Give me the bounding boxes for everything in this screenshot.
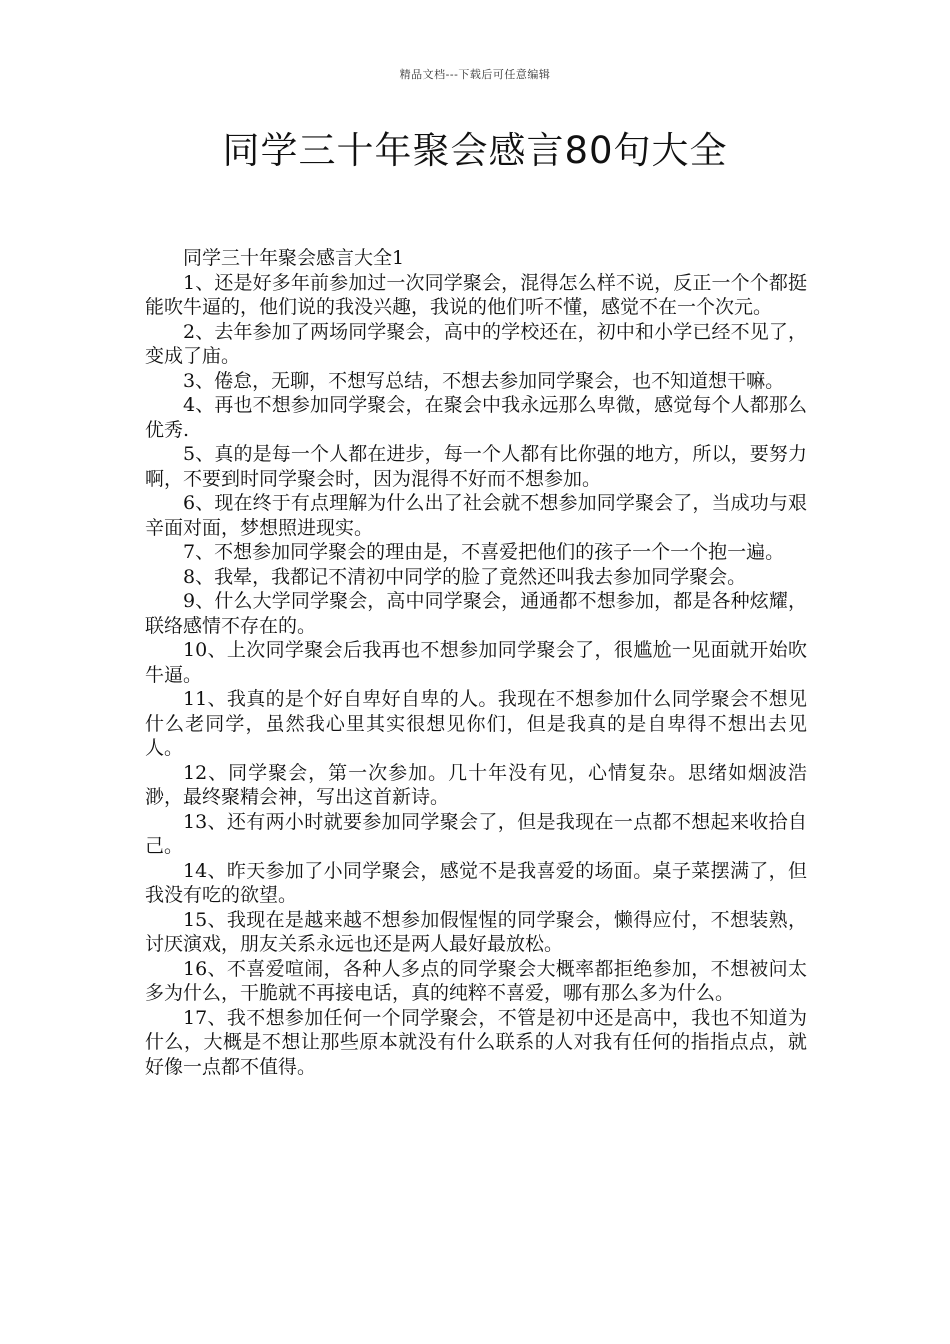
body-paragraph: 6、现在终于有点理解为什么出了社会就不想参加同学聚会了，当成功与艰辛面对面，梦想照进现实。 (145, 492, 807, 539)
body-paragraph: 12、同学聚会，第一次参加。几十年没有见，心情复杂。思绪如烟波浩渺，最终聚精会神，写出这首新诗。 (145, 761, 807, 808)
body-paragraph: 4、再也不想参加同学聚会，在聚会中我永远那么卑微，感觉每个人都那么优秀. (145, 394, 807, 441)
body-paragraph: 9、什么大学同学聚会，高中同学聚会，通通都不想参加，都是各种炫耀，联络感情不存在的。 (145, 590, 807, 637)
document-title: 同学三十年聚会感言80句大全 (222, 129, 728, 172)
body-paragraph: 2、去年参加了两场同学聚会，高中的学校还在，初中和小学已经不见了，变成了庙。 (145, 320, 807, 367)
header-note: 精品文档---下载后可任意编辑 (399, 68, 551, 81)
body-paragraph: 8、我晕，我都记不清初中同学的脸了竟然还叫我去参加同学聚会。 (183, 565, 747, 588)
body-paragraph: 7、不想参加同学聚会的理由是，不喜爱把他们的孩子一个一个抱一遍。 (183, 541, 785, 563)
body-paragraph: 10、上次同学聚会后我再也不想参加同学聚会了，很尴尬一见面就开始吹牛逼。 (145, 639, 807, 686)
body-paragraph: 11、我真的是个好自卑好自卑的人。我现在不想参加什么同学聚会不想见什么老同学，虽然我心里其实很想见你们，但是我真的是自卑得不想出去见人。 (145, 688, 807, 759)
body-paragraph: 5、真的是每一个人都在进步，每一个人都有比你强的地方，所以，要努力啊，不要到时同学聚会时，因为混得不好而不想参加。 (145, 443, 807, 490)
document-body (145, 246, 807, 1079)
body-paragraph: 13、还有两小时就要参加同学聚会了，但是我现在一点都不想起来收拾自己。 (145, 810, 807, 857)
body-paragraph: 3、倦怠，无聊，不想写总结，不想去参加同学聚会，也不知道想干嘛。 (183, 369, 785, 392)
body-paragraph: 1、还是好多年前参加过一次同学聚会，混得怎么样不说，反正一个个都挺能吹牛逼的，他们说的我没兴趣，我说的他们听不懂，感觉不在一个次元。 (145, 271, 807, 318)
body-paragraph: 14、昨天参加了小同学聚会，感觉不是我喜爱的场面。桌子菜摆满了，但我没有吃的欲望。 (145, 859, 807, 906)
body-paragraph: 15、我现在是越来越不想参加假惺惺的同学聚会，懒得应付，不想装熟，讨厌演戏，朋友关系永远也还是两人最好最放松。 (145, 908, 807, 955)
section-heading: 同学三十年聚会感言大全1 (183, 247, 405, 269)
body-paragraph: 17、我不想参加任何一个同学聚会，不管是初中还是高中，我也不知道为什么，大概是不想让那些原本就没有什么联系的人对我有任何的指指点点，就好像一点都不值得。 (145, 1006, 807, 1078)
body-paragraph: 16、不喜爱喧闹，各种人多点的同学聚会大概率都拒绝参加，不想被问太多为什么，干脆就不再接电话，真的纯粹不喜爱，哪有那么多为什么。 (145, 957, 807, 1004)
